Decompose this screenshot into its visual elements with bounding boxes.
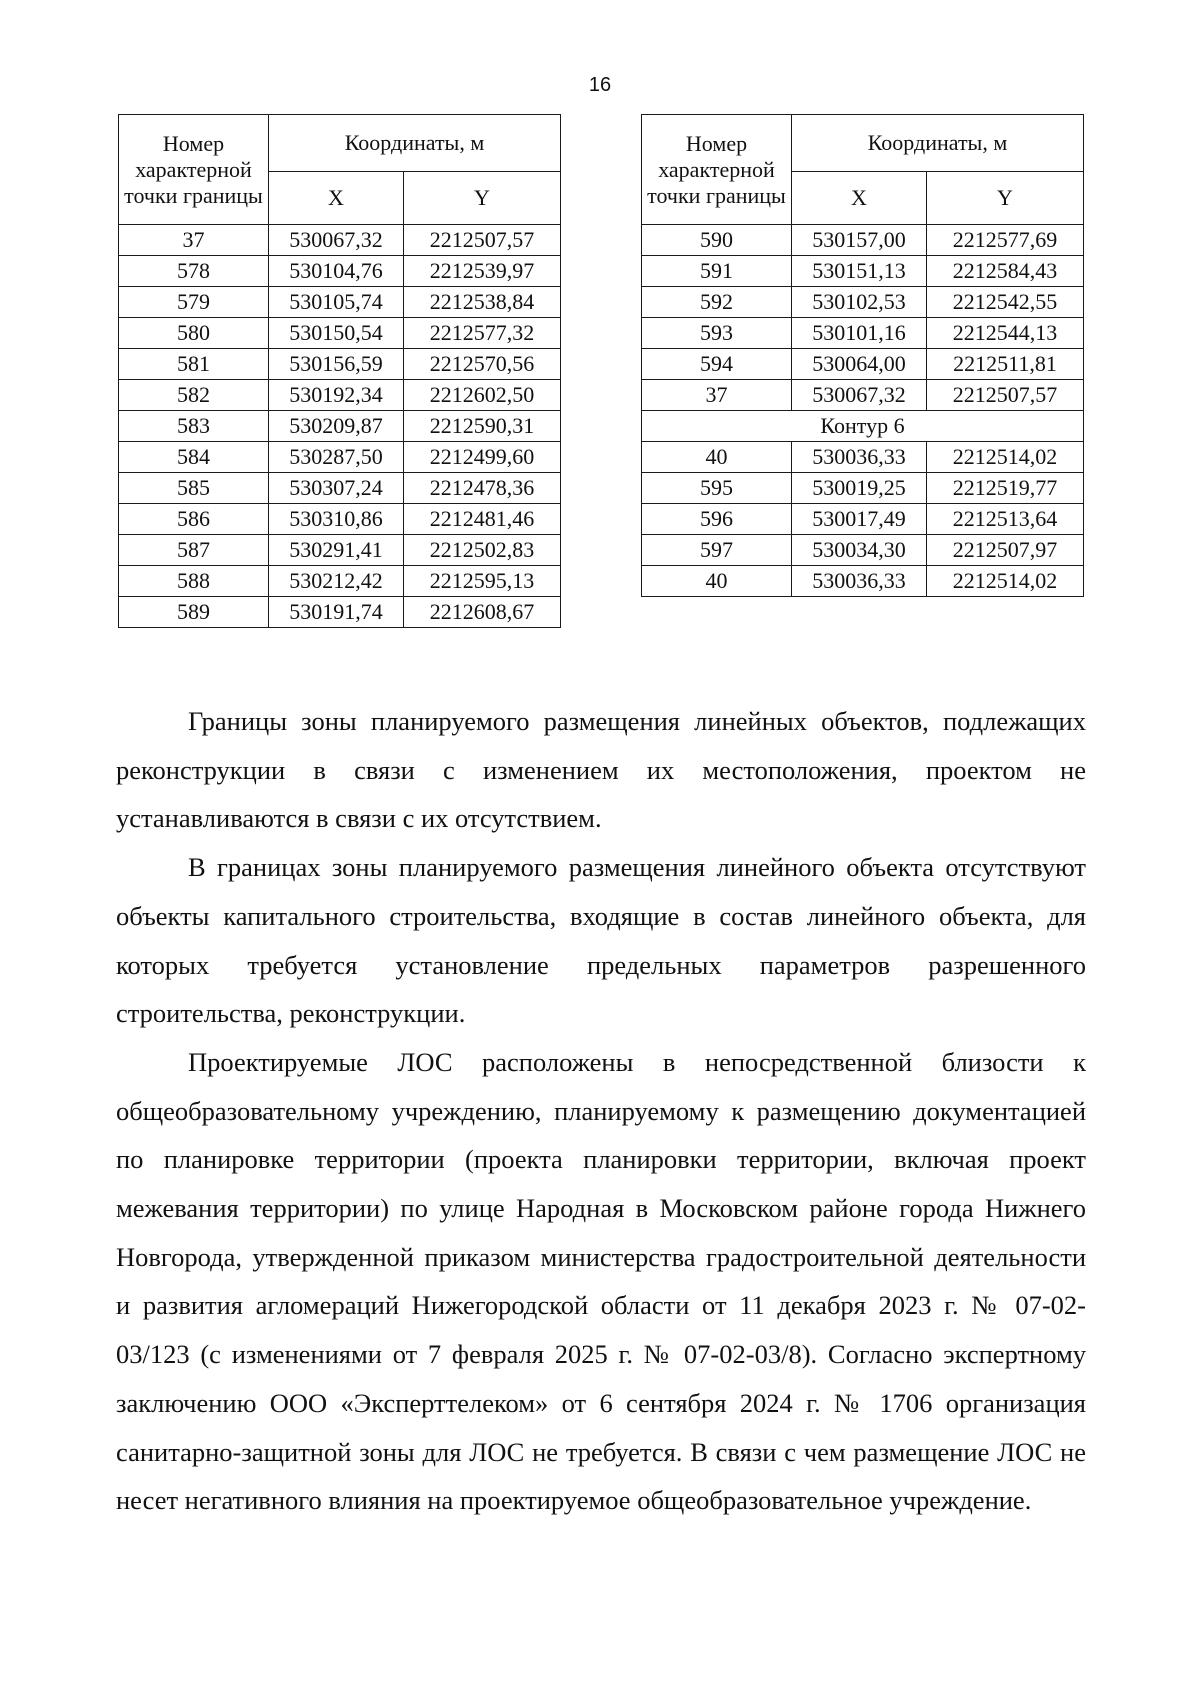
table-row (642, 566, 1084, 597)
table-row (119, 411, 561, 442)
point-number-cell: 37 (642, 380, 792, 411)
coordinates-table-left (118, 114, 561, 628)
y-coordinate-cell: 2212602,50 (404, 380, 561, 411)
table-row (119, 225, 561, 256)
x-coordinate-cell: 530191,74 (269, 597, 404, 628)
point-number-cell: 589 (119, 597, 269, 628)
x-coordinate-cell: 530067,32 (269, 225, 404, 256)
y-coordinate-cell: 2212507,57 (404, 225, 561, 256)
header-coordinates: Координаты, м (792, 115, 1084, 172)
point-number-cell: 590 (642, 225, 792, 256)
table-row (119, 256, 561, 287)
table-row (119, 380, 561, 411)
header-x: X (269, 172, 404, 225)
y-coordinate-cell: 2212507,57 (927, 380, 1084, 411)
table-row (642, 287, 1084, 318)
point-number-cell: 578 (119, 256, 269, 287)
y-coordinate-cell: 2212542,55 (927, 287, 1084, 318)
x-coordinate-cell: 530064,00 (792, 349, 927, 380)
point-number-cell: 597 (642, 535, 792, 566)
point-number-cell: 579 (119, 287, 269, 318)
table-row (119, 535, 561, 566)
table-row (119, 504, 561, 535)
table-row (119, 473, 561, 504)
x-coordinate-cell: 530019,25 (792, 473, 927, 504)
header-x: X (792, 172, 927, 225)
x-coordinate-cell: 530209,87 (269, 411, 404, 442)
table-section-row (642, 411, 1084, 442)
x-coordinate-cell: 530150,54 (269, 318, 404, 349)
table-row (119, 597, 561, 628)
y-coordinate-cell: 2212514,02 (927, 566, 1084, 597)
y-coordinate-cell: 2212539,97 (404, 256, 561, 287)
section-title: Контур 6 (642, 411, 1084, 442)
point-number-cell: 582 (119, 380, 269, 411)
x-coordinate-cell: 530157,00 (792, 225, 927, 256)
table-row (642, 442, 1084, 473)
coordinates-table-right (641, 114, 1084, 597)
y-coordinate-cell: 2212577,32 (404, 318, 561, 349)
point-number-cell: 587 (119, 535, 269, 566)
point-number-cell: 584 (119, 442, 269, 473)
table-row (642, 380, 1084, 411)
x-coordinate-cell: 530151,13 (792, 256, 927, 287)
y-coordinate-cell: 2212499,60 (404, 442, 561, 473)
header-coordinates: Координаты, м (269, 115, 561, 172)
table-row (642, 473, 1084, 504)
x-coordinate-cell: 530017,49 (792, 504, 927, 535)
table-row (119, 318, 561, 349)
y-coordinate-cell: 2212608,67 (404, 597, 561, 628)
point-number-cell: 595 (642, 473, 792, 504)
x-coordinate-cell: 530102,53 (792, 287, 927, 318)
page-number: 16 (588, 74, 612, 96)
table-left-body (119, 225, 561, 628)
y-coordinate-cell: 2212511,81 (927, 349, 1084, 380)
table-row (642, 318, 1084, 349)
x-coordinate-cell: 530291,41 (269, 535, 404, 566)
y-coordinate-cell: 2212514,02 (927, 442, 1084, 473)
y-coordinate-cell: 2212584,43 (927, 256, 1084, 287)
point-number-cell: 588 (119, 566, 269, 597)
table-row (642, 535, 1084, 566)
y-coordinate-cell: 2212577,69 (927, 225, 1084, 256)
y-coordinate-cell: 2212519,77 (927, 473, 1084, 504)
x-coordinate-cell: 530036,33 (792, 566, 927, 597)
x-coordinate-cell: 530105,74 (269, 287, 404, 318)
paragraph: В границах зоны планируемого размещения линейного объекта отсутствуют объекты капитального строительства, входящие в состав линейного объекта, для которых требуется установление предельных параметров разрешенного строительства, реконструкции. (116, 852, 1086, 1029)
x-coordinate-cell: 530036,33 (792, 442, 927, 473)
x-coordinate-cell: 530104,76 (269, 256, 404, 287)
point-number-cell: 585 (119, 473, 269, 504)
point-number-cell: 591 (642, 256, 792, 287)
point-number-cell: 40 (642, 442, 792, 473)
y-coordinate-cell: 2212595,13 (404, 566, 561, 597)
x-coordinate-cell: 530287,50 (269, 442, 404, 473)
table-row (119, 566, 561, 597)
x-coordinate-cell: 530034,30 (792, 535, 927, 566)
table-row (642, 504, 1084, 535)
header-point-number: Номер характерной точки границы (642, 115, 792, 225)
point-number-cell: 37 (119, 225, 269, 256)
y-coordinate-cell: 2212513,64 (927, 504, 1084, 535)
x-coordinate-cell: 530067,32 (792, 380, 927, 411)
x-coordinate-cell: 530212,42 (269, 566, 404, 597)
paragraph: Границы зоны планируемого размещения линейных объектов, подлежащих реконструкции в связи с изменением их местоположения, проектом не устанавливаются в связи с их отсутствием. (116, 706, 1086, 834)
table-row (119, 442, 561, 473)
x-coordinate-cell: 530156,59 (269, 349, 404, 380)
table-right-body (642, 225, 1084, 597)
table-row (119, 287, 561, 318)
x-coordinate-cell: 530192,34 (269, 380, 404, 411)
table-row (119, 349, 561, 380)
header-point-number: Номер характерной точки границы (119, 115, 269, 225)
x-coordinate-cell: 530101,16 (792, 318, 927, 349)
table-row (642, 225, 1084, 256)
point-number-cell: 580 (119, 318, 269, 349)
y-coordinate-cell: 2212590,31 (404, 411, 561, 442)
y-coordinate-cell: 2212481,46 (404, 504, 561, 535)
x-coordinate-cell: 530310,86 (269, 504, 404, 535)
point-number-cell: 596 (642, 504, 792, 535)
point-number-cell: 581 (119, 349, 269, 380)
body-text (116, 697, 1086, 1525)
point-number-cell: 40 (642, 566, 792, 597)
x-coordinate-cell: 530307,24 (269, 473, 404, 504)
table-row (642, 349, 1084, 380)
point-number-cell: 586 (119, 504, 269, 535)
point-number-cell: 592 (642, 287, 792, 318)
header-y: Y (404, 172, 561, 225)
y-coordinate-cell: 2212570,56 (404, 349, 561, 380)
y-coordinate-cell: 2212478,36 (404, 473, 561, 504)
header-y: Y (927, 172, 1084, 225)
point-number-cell: 594 (642, 349, 792, 380)
point-number-cell: 593 (642, 318, 792, 349)
paragraph: Проектируемые ЛОС расположены в непосредственной близости к общеобразовательному учреждению, планируемому к размещению документацией по планировке территории (проекта планировки территории, включая проект межевания территории) по улице Народная в Московском районе города Нижнего Новгорода, утвержденной приказом министерства градостроительной деятельности и развития агломераций Нижегородской области от 11 декабря 2023 г. № 07-02-03/123 (с изменениями от 7 февраля 2025 г. № 07-02-03/8). Согласно экспертному заключению ООО «Эксперттелеком» от 6 сентября 2024 г. № 1706 организация санитарно-защитной зоны для ЛОС не требуется. В связи с чем размещение ЛОС не несет негативного влияния на проектируемое общеобразовательное учреждение. (116, 1046, 1086, 1516)
table-row (642, 256, 1084, 287)
y-coordinate-cell: 2212502,83 (404, 535, 561, 566)
y-coordinate-cell: 2212507,97 (927, 535, 1084, 566)
y-coordinate-cell: 2212538,84 (404, 287, 561, 318)
point-number-cell: 583 (119, 411, 269, 442)
y-coordinate-cell: 2212544,13 (927, 318, 1084, 349)
